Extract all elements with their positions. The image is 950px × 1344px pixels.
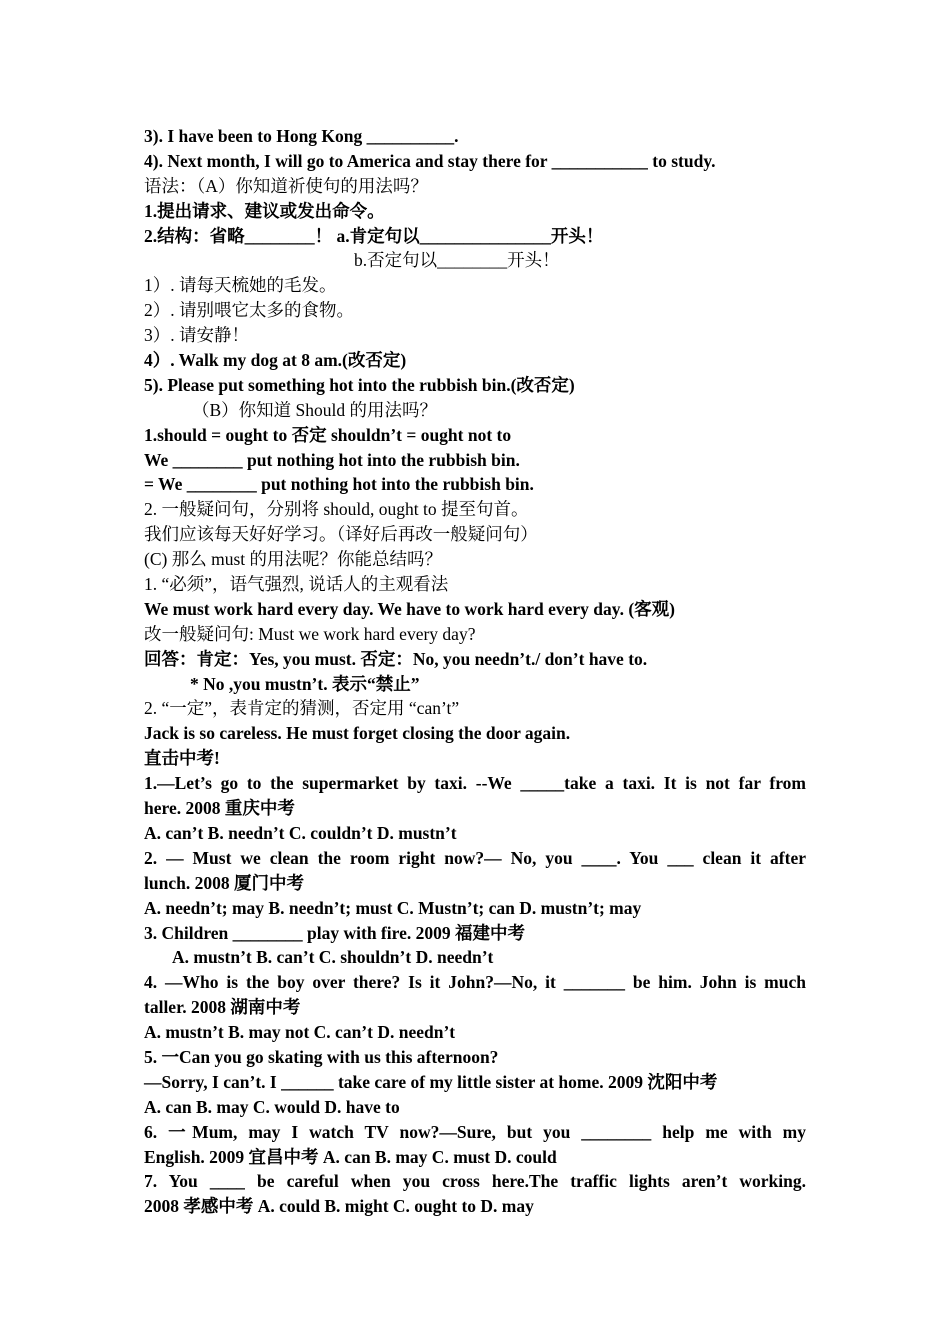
question-line: 4. —Who is the boy over there? Is it John?—No, it _______ be him. John is much xyxy=(144,972,806,993)
text-line: b.否定句以________开头！ xyxy=(354,250,560,271)
question-line: 5. 一Can you go skating with us this afternoon? xyxy=(144,1046,499,1067)
text-line: = We ________ put nothing hot into the rubbish bin. xyxy=(144,474,534,495)
text-line: 4）. Walk my dog at 8 am.(改否定) xyxy=(144,350,407,371)
text-line: 3). I have been to Hong Kong __________. xyxy=(144,126,459,146)
document-page xyxy=(144,124,806,1219)
text-line: 1.should = ought to 否定 shouldn’t = ought not to xyxy=(144,424,512,445)
section-heading: 直击中考! xyxy=(144,748,220,769)
answer-options: A. needn’t; may B. needn’t; must C. Mustn’t; can D. mustn’t; may xyxy=(144,897,642,918)
section-heading: (C) 那么 must 的用法呢？你能总结吗？ xyxy=(144,549,442,570)
question-line: 2. — Must we clean the room right now?— No, you ____. You ___ clean it after xyxy=(144,847,806,868)
text-line: 3）. 请安静！ xyxy=(144,325,249,346)
question-line: 1.—Let’s go to the supermarket by taxi. --We _____take a taxi. It is not far from xyxy=(144,773,806,794)
answer-options: A. can’t B. needn’t C. couldn’t D. mustn’t xyxy=(144,822,457,843)
answer-options: A. mustn’t B. may not C. can’t D. needn’t xyxy=(144,1022,456,1043)
question-line: 3. Children ________ play with fire. 2009 福建中考 xyxy=(144,922,525,943)
text-line: 2）. 请别喂它太多的食物。 xyxy=(144,300,354,321)
question-line: taller. 2008 湖南中考 xyxy=(144,997,301,1018)
text-line: 我们应该每天好好学习。（译好后再改一般疑问句） xyxy=(144,524,538,545)
section-heading: 语法：（A）你知道祈使句的用法吗？ xyxy=(144,175,428,196)
answer-options: A. mustn’t B. can’t C. shouldn’t D. needn’t xyxy=(172,947,494,968)
text-line: 2. 一般疑问句，分别将 should, ought to 提至句首。 xyxy=(144,499,529,520)
answer-options: A. can B. may C. would D. have to xyxy=(144,1096,400,1117)
text-line: 2. “一定”，表肯定的猜测，否定用 “can’t” xyxy=(144,698,460,719)
text-line: We must work hard every day. We have to work hard every day. (客观) xyxy=(144,598,675,619)
question-line: 2008 孝感中考 A. could B. might C. ought to D. may xyxy=(144,1196,534,1217)
text-line: 2.结构：省略________！ a.肯定句以_______________开头！ xyxy=(144,225,604,246)
question-line: lunch. 2008 厦门中考 xyxy=(144,872,304,893)
text-line: We ________ put nothing hot into the rubbish bin. xyxy=(144,449,520,470)
question-line: —Sorry, I can’t. I ______ take care of my little sister at home. 2009 沈阳中考 xyxy=(144,1071,718,1092)
text-line: 4). Next month, I will go to America and stay there for ___________ to study. xyxy=(144,150,716,171)
text-line: 1）. 请每天梳她的毛发。 xyxy=(144,275,337,296)
text-line: * No ,you mustn’t. 表示“禁止” xyxy=(190,673,420,694)
question-line: 6. 一Mum, may I watch TV now?—Sure, but you ________ help me with my xyxy=(144,1121,806,1142)
text-line: 改一般疑问句: Must we work hard every day? xyxy=(144,623,476,644)
question-line: 7. You ____ be careful when you cross here.The traffic lights aren’t working. xyxy=(144,1171,806,1192)
text-line: 1. “必须”，语气强烈, 说话人的主观看法 xyxy=(144,574,449,595)
text-line: 1.提出请求、建议或发出命令。 xyxy=(144,200,385,221)
question-line: English. 2009 宜昌中考 A. can B. may C. must D. could xyxy=(144,1146,557,1167)
section-heading: （B）你知道 Should 的用法吗？ xyxy=(192,399,438,420)
text-line: 回答：肯定：Yes, you must. 否定：No, you needn’t./ don’t have to. xyxy=(144,648,648,669)
text-line: 5). Please put something hot into the rubbish bin.(改否定) xyxy=(144,374,575,395)
text-line: Jack is so careless. He must forget closing the door again. xyxy=(144,723,571,744)
question-line: here. 2008 重庆中考 xyxy=(144,798,295,819)
